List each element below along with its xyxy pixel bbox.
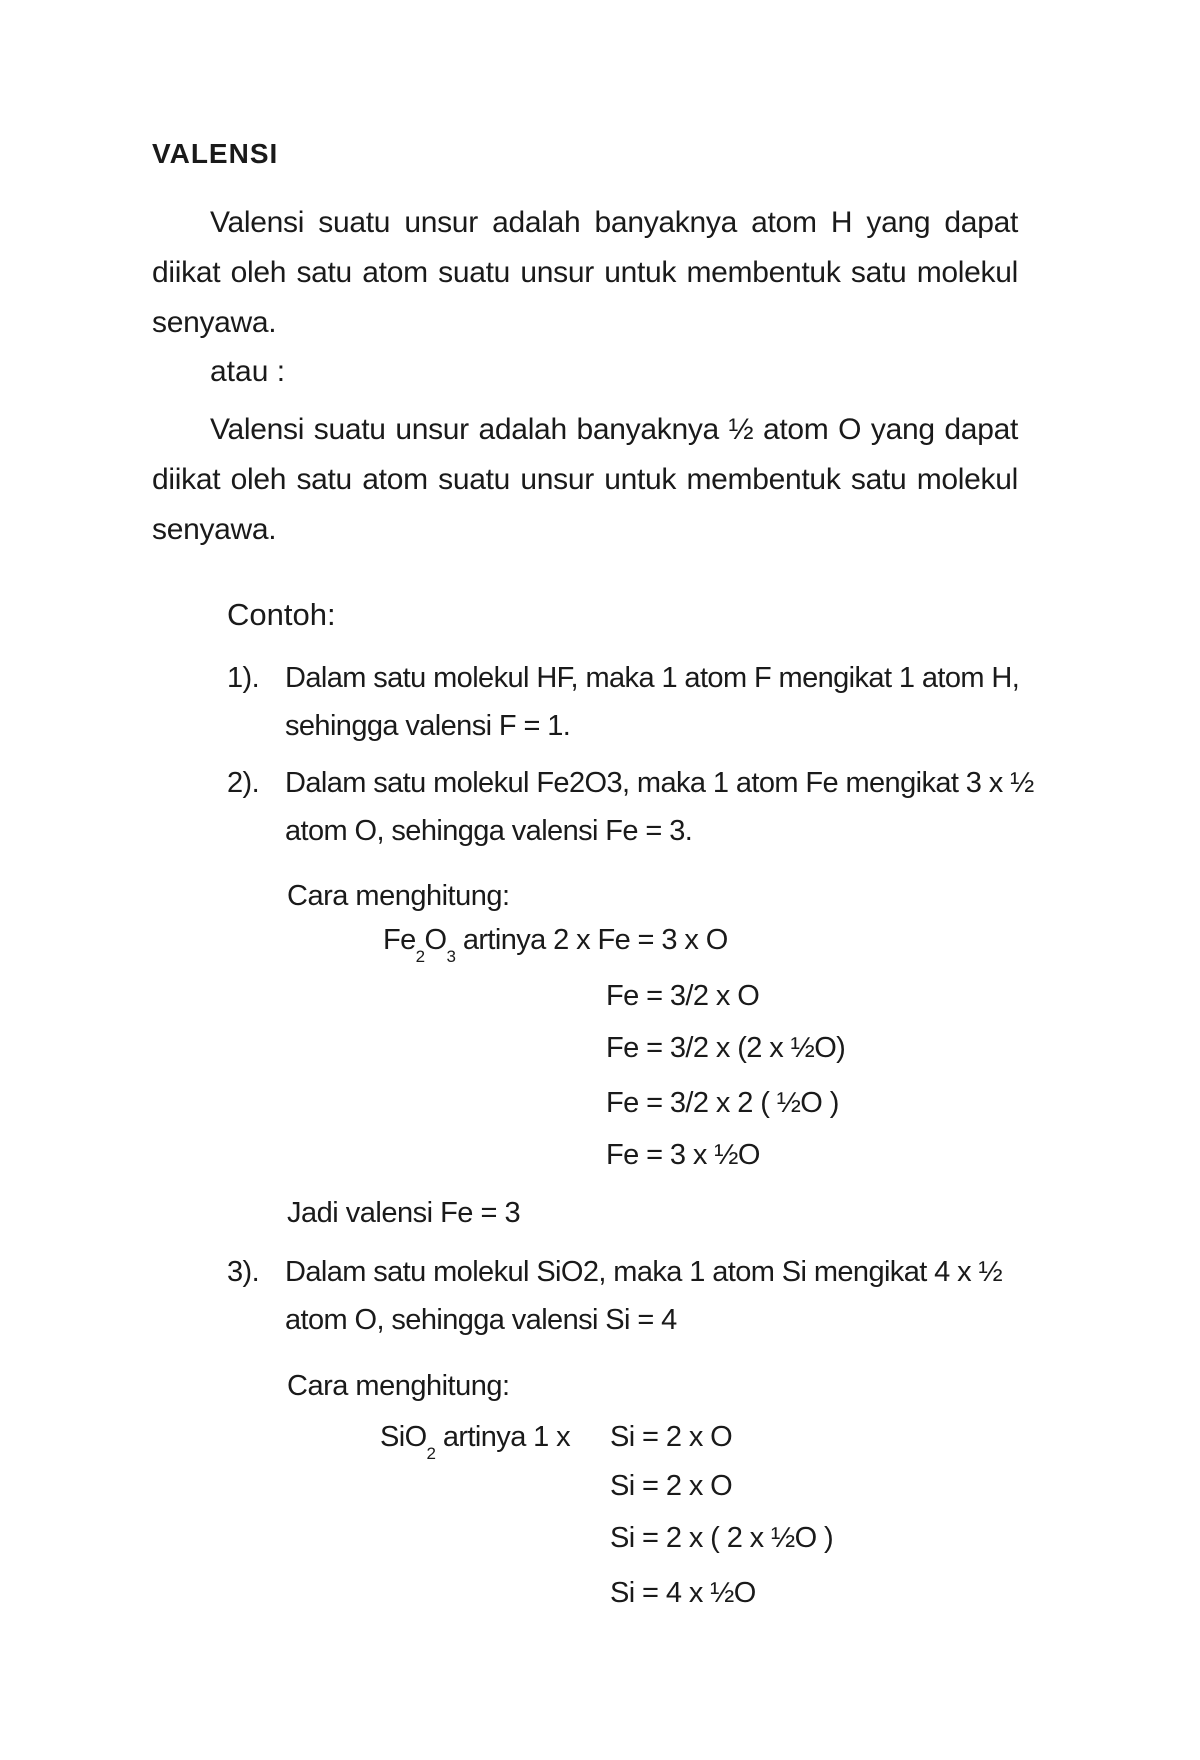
si-calc-step: Si = 4 x ½O (610, 1577, 756, 1609)
fe-calc-step: Fe = 3 x ½O (606, 1139, 760, 1171)
fe-calc-step: Fe = 3/2 x O (606, 980, 760, 1012)
fe-subscript-2: 2 (415, 947, 425, 966)
si-subscript-2: 2 (426, 1444, 436, 1463)
example-number: 1). (227, 662, 260, 694)
example-text: Dalam satu molekul Fe2O3, maka 1 atom Fe mengikat 3 x ½ atom O, sehingga valensi Fe = 3. (285, 767, 1034, 847)
fe-formula-fe: Fe (383, 924, 416, 956)
si-formula-line (380, 1421, 571, 1463)
fe-calc-label: Cara menghitung: (287, 880, 510, 912)
fe-calc-step: Fe = 3/2 x 2 ( ½O ) (606, 1087, 839, 1119)
si-first-equation: Si = 2 x O (610, 1421, 733, 1453)
example-text: Dalam satu molekul HF, maka 1 atom F mengikat 1 atom H, sehingga valensi F = 1. (285, 662, 1020, 742)
si-formula: SiO (380, 1421, 427, 1453)
atau-text: atau : (210, 355, 286, 388)
si-calc-step: Si = 2 x ( 2 x ½O ) (610, 1522, 834, 1554)
contoh-label: Contoh: (227, 597, 336, 632)
definition-paragraph-1: Valensi suatu unsur adalah banyaknya atom H yang dapat diikat oleh satu atom suatu unsur untuk membentuk satu molekul senyawa. (152, 206, 1018, 339)
page-title: VALENSI (152, 138, 279, 169)
fe-calc-step: Fe = 3/2 x (2 x ½O) (606, 1032, 846, 1064)
example-number: 2). (227, 767, 260, 799)
si-calc-label: Cara menghitung: (287, 1370, 510, 1402)
fe-first-equation: artinya 2 x Fe = 3 x O (462, 924, 728, 956)
fe-subscript-3: 3 (446, 947, 456, 966)
fe-formula-line (383, 924, 728, 966)
definition-paragraph-2: Valensi suatu unsur adalah banyaknya ½ atom O yang dapat diikat oleh satu atom suatu unsur untuk membentuk satu molekul senyawa. (152, 413, 1018, 546)
example-number: 3). (227, 1256, 260, 1288)
si-first-text: artinya 1 x (442, 1421, 571, 1453)
fe-formula-o: O (424, 924, 447, 956)
si-calc-step: Si = 2 x O (610, 1470, 733, 1502)
example-text: Dalam satu molekul SiO2, maka 1 atom Si mengikat 4 x ½ atom O, sehingga valensi Si = 4 (285, 1256, 1003, 1336)
fe-conclusion: Jadi valensi Fe = 3 (287, 1197, 521, 1229)
